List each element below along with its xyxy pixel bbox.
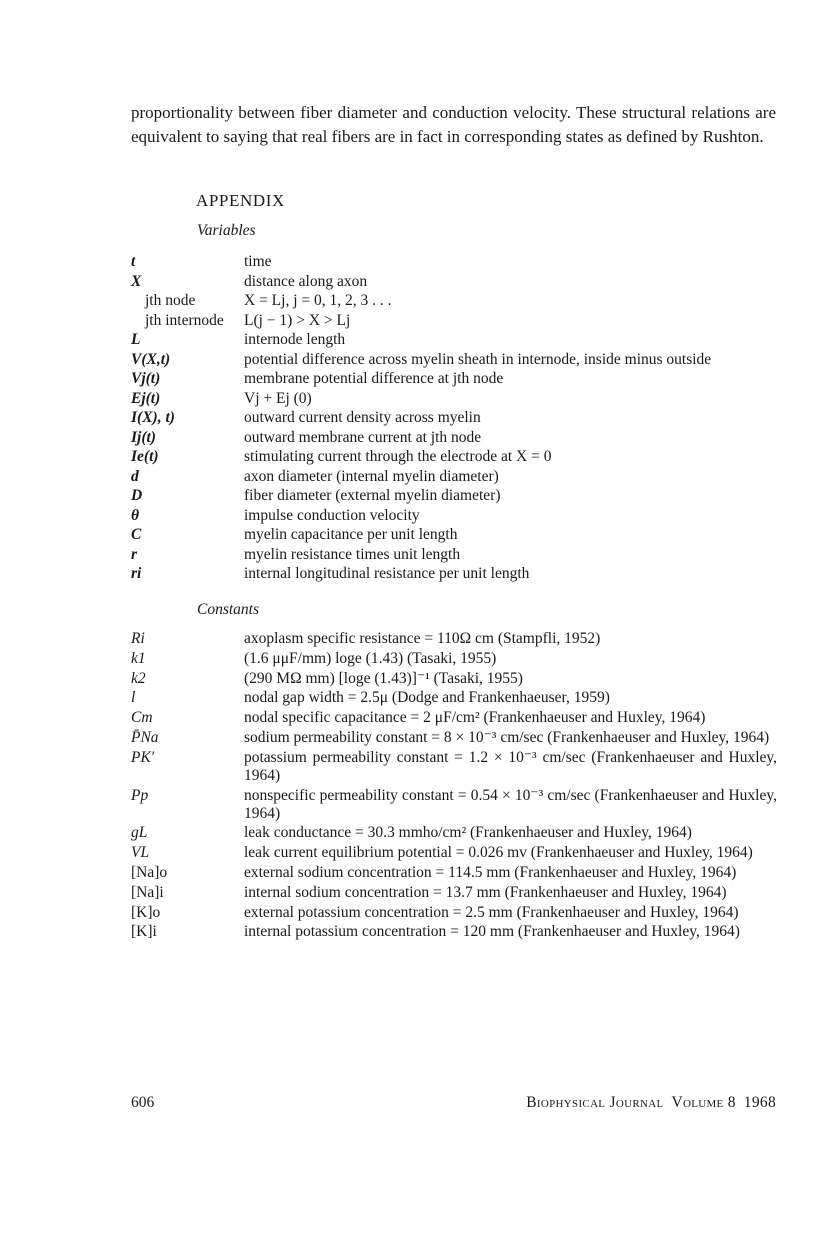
- intro-paragraph: proportionality between fiber diameter and conduction velocity. These structural relations are equivalent to saying that real fibers are in fact in corresponding states as defined by Rushton.: [131, 103, 776, 146]
- variable-definition: outward current density across myelin: [244, 409, 481, 426]
- page-footer: [131, 1094, 776, 1112]
- variable-row: [131, 486, 781, 506]
- constant-symbol: Pp: [131, 786, 149, 804]
- constant-definition: axoplasm specific resistance = 110Ω cm (Stampfli, 1952): [244, 630, 601, 647]
- constant-row: [131, 670, 781, 688]
- constant-row: [131, 650, 781, 668]
- constant-row: [131, 787, 781, 823]
- variable-definition: Vj + Ej (0): [244, 389, 312, 407]
- constant-definition: external potassium concentration = 2.5 mm (Frankenhaeuser and Huxley, 1964): [244, 903, 739, 921]
- constant-row: [131, 729, 781, 747]
- constant-symbol: Cm: [131, 709, 153, 727]
- variable-definition: fiber diameter (external myelin diameter): [244, 487, 501, 504]
- constant-definition: nodal gap width = 2.5μ (Dodge and Frankenhaeuser, 1959): [244, 689, 610, 707]
- variable-symbol: C: [131, 526, 142, 543]
- constant-symbol: l: [131, 689, 136, 707]
- variables-heading: Variables: [197, 222, 256, 239]
- variable-definition: X = Lj, j = 0, 1, 2, 3 . . .: [244, 292, 392, 309]
- constant-row: [131, 864, 781, 882]
- variable-definition: distance along axon: [244, 272, 368, 290]
- variable-row: [131, 272, 781, 292]
- variable-definition: outward membrane current at jth node: [244, 428, 482, 446]
- variable-row: [131, 369, 781, 389]
- variable-symbol: L: [131, 331, 141, 348]
- constant-symbol: [Na]i: [131, 883, 164, 901]
- constant-symbol: PK′: [131, 748, 155, 766]
- variable-row: [131, 447, 781, 467]
- page-number: 606: [131, 1094, 155, 1111]
- variable-symbol: I(X), t): [131, 409, 175, 426]
- constant-row: [131, 923, 781, 941]
- constant-symbol: Ri: [131, 630, 145, 647]
- constant-symbol: VL: [131, 844, 150, 862]
- constant-definition: internal sodium concentration = 13.7 mm (Frankenhaeuser and Huxley, 1964): [244, 883, 727, 901]
- variable-symbol: jth node: [145, 292, 196, 309]
- constant-definition: leak conductance = 30.3 mmho/cm² (Frankenhaeuser and Huxley, 1964): [244, 824, 692, 842]
- variable-symbol: Ej(t): [131, 389, 161, 407]
- variables-table: [131, 252, 781, 584]
- constant-definition: (1.6 μμF/mm) loge (1.43) (Tasaki, 1955): [244, 649, 497, 667]
- variable-row: [131, 330, 781, 350]
- variable-definition: myelin capacitance per unit length: [244, 526, 458, 543]
- variable-row: [131, 506, 781, 526]
- variable-symbol: θ: [131, 506, 140, 524]
- constants-table: [131, 630, 781, 943]
- constants-heading: Constants: [197, 601, 260, 618]
- constant-definition: leak current equilibrium potential = 0.026 mv (Frankenhaeuser and Huxley, 1964): [244, 844, 753, 862]
- constant-row: [131, 824, 781, 842]
- variable-symbol: X: [131, 272, 142, 290]
- constant-row: [131, 844, 781, 862]
- constant-symbol: k1: [131, 649, 146, 667]
- variable-row: [131, 252, 781, 272]
- constant-row: [131, 884, 781, 902]
- constant-definition: internal potassium concentration = 120 mm (Frankenhaeuser and Huxley, 1964): [244, 923, 740, 941]
- variable-symbol: D: [131, 487, 143, 504]
- running-footer: [518, 1094, 776, 1112]
- variable-row: [131, 545, 781, 565]
- variable-definition: stimulating current through the electrode at X = 0: [244, 448, 552, 465]
- variable-symbol: V(X,t): [131, 350, 171, 368]
- constant-definition: potassium permeability constant = 1.2 × 10⁻³ cm/sec (Frankenhaeuser and Huxley, 1964): [244, 748, 777, 784]
- appendix-title: APPENDIX: [196, 191, 285, 210]
- constant-symbol: [K]i: [131, 923, 157, 941]
- variable-symbol: Ie(t): [131, 448, 159, 465]
- variable-definition: myelin resistance times unit length: [244, 545, 461, 563]
- journal-year: 1968: [743, 1094, 776, 1111]
- variable-row: [131, 291, 781, 311]
- variable-row: [131, 408, 781, 428]
- constant-symbol: gL: [131, 824, 148, 842]
- journal-volume: Volume 8: [671, 1094, 736, 1111]
- constant-row: [131, 709, 781, 727]
- variable-definition: membrane potential difference at jth node: [244, 370, 504, 387]
- variable-definition: impulse conduction velocity: [244, 506, 420, 524]
- variable-row: [131, 525, 781, 545]
- constant-definition: (290 MΩ mm) [loge (1.43)]⁻¹ (Tasaki, 1955): [244, 669, 523, 687]
- variable-row: [131, 428, 781, 448]
- variable-definition: potential difference across myelin sheath in internode, inside minus outside: [244, 350, 712, 368]
- constant-symbol: [K]o: [131, 903, 161, 921]
- variable-row: [131, 389, 781, 409]
- variable-row: [131, 350, 781, 370]
- constant-definition: nodal specific capacitance = 2 μF/cm² (Frankenhaeuser and Huxley, 1964): [244, 709, 706, 727]
- journal-name: Biophysical Journal: [526, 1094, 664, 1111]
- constant-symbol: P̄Na: [131, 728, 159, 746]
- constant-symbol: k2: [131, 669, 146, 687]
- variable-symbol: r: [131, 545, 138, 563]
- variable-row: [131, 564, 781, 584]
- variable-symbol: d: [131, 467, 139, 485]
- variable-symbol: t: [131, 253, 136, 270]
- constant-definition: sodium permeability constant = 8 × 10⁻³ cm/sec (Frankenhaeuser and Huxley, 1964): [244, 728, 770, 746]
- variable-definition: internode length: [244, 331, 346, 348]
- constant-row: [131, 749, 781, 785]
- constant-symbol: [Na]o: [131, 863, 168, 881]
- constant-row: [131, 689, 781, 707]
- variable-symbol: jth internode: [145, 311, 224, 329]
- constant-definition: external sodium concentration = 114.5 mm (Frankenhaeuser and Huxley, 1964): [244, 863, 737, 881]
- variable-row: [131, 467, 781, 487]
- variable-symbol: Ij(t): [131, 428, 156, 446]
- constant-row: [131, 630, 781, 648]
- variable-symbol: Vj(t): [131, 370, 161, 387]
- constant-definition: nonspecific permeability constant = 0.54 × 10⁻³ cm/sec (Frankenhaeuser and Huxley, 1964): [244, 786, 777, 822]
- variable-definition: time: [244, 253, 272, 270]
- variable-definition: L(j − 1) > X > Lj: [244, 311, 351, 329]
- variable-definition: internal longitudinal resistance per unit length: [244, 565, 530, 582]
- variable-row: [131, 311, 781, 331]
- variable-definition: axon diameter (internal myelin diameter): [244, 467, 499, 485]
- variable-symbol: ri: [131, 565, 142, 582]
- constant-row: [131, 904, 781, 922]
